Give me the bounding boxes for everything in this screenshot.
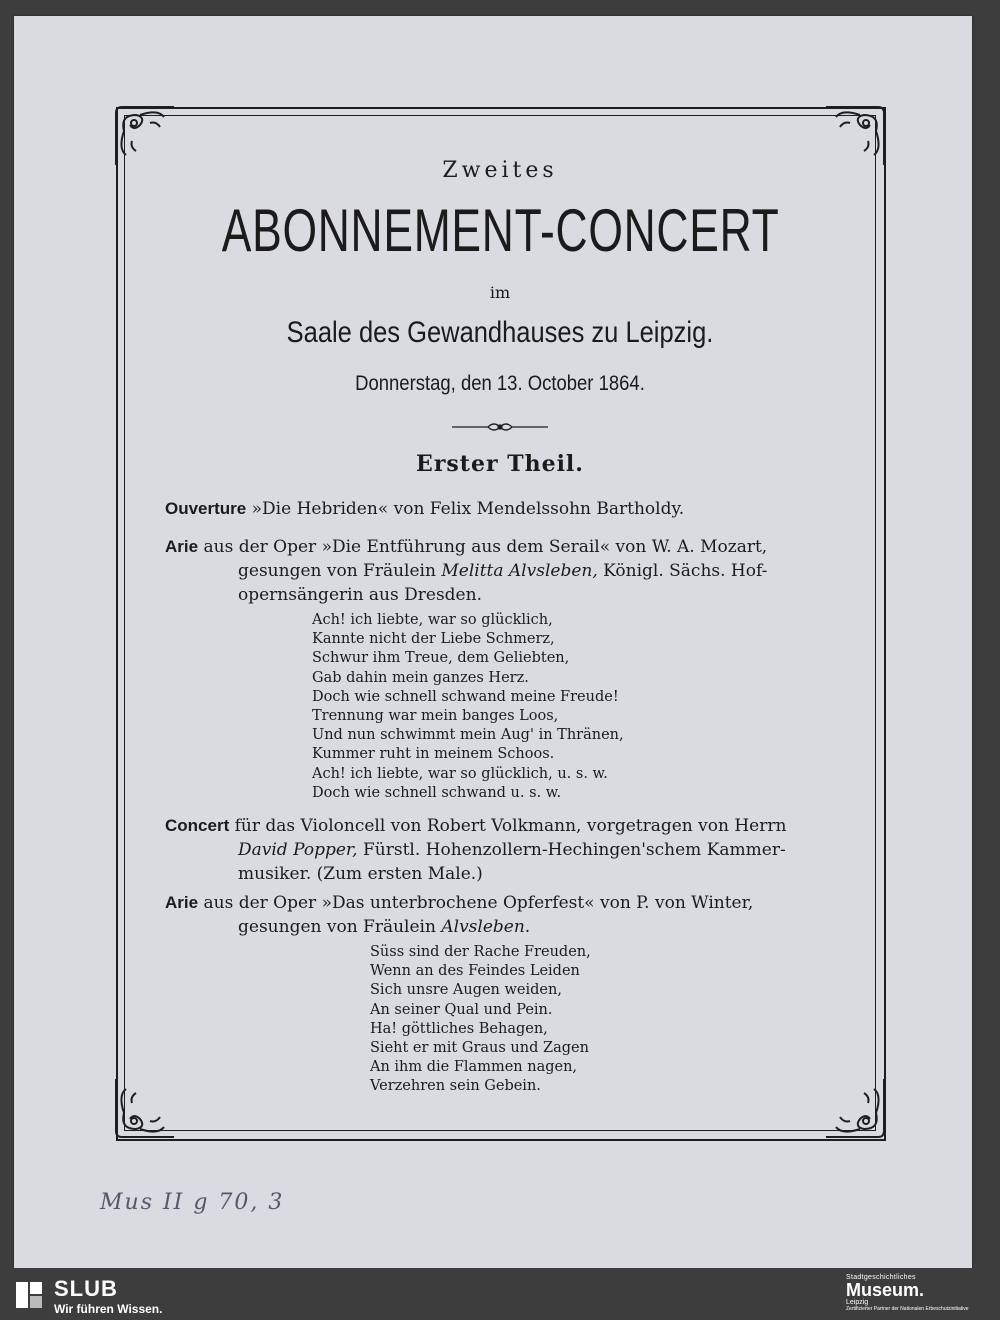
shelfmark-annotation: Mus II g 70, 3	[100, 1190, 285, 1215]
singer-name: Melitta Alvsleben,	[441, 561, 598, 581]
verse-line: Süss sind der Rache Freuden,	[370, 944, 591, 960]
verse-line: An seiner Qual und Pein.	[370, 1001, 553, 1018]
program-item-text: Fürstl. Hohenzollern-Hechingen'schem Kammer-	[357, 840, 786, 860]
museum-partner: Zertifizierter Partner der Nationalen Erbeschutzinitiative	[846, 1306, 969, 1312]
verse-line: Wenn an des Feindes Leiden	[370, 963, 580, 980]
slub-wordmark[interactable]: SLUB	[54, 1276, 118, 1301]
verse-line: Doch wie schnell schwand meine Freude!	[312, 688, 619, 705]
verse-block-2	[370, 943, 591, 1097]
verse-line: Kummer ruht in meinem Schoos.	[312, 746, 555, 763]
verse-line: Sich unsre Augen weiden,	[370, 982, 562, 999]
page-title: ABONNEMENT-CONCERT	[221, 197, 780, 264]
verse-line: Gab dahin mein ganzes Herz.	[312, 669, 529, 686]
verse-line: Ach! ich liebte, war so glücklich, u. s. w.	[312, 765, 608, 782]
verse-line: An ihm die Flammen nagen,	[370, 1059, 578, 1076]
program-item-text: aus der Oper »Die Entführung aus dem Serail« von W. A. Mozart,	[198, 537, 768, 557]
program-item-arie-mozart	[165, 535, 845, 607]
performer-name: David Popper,	[238, 840, 358, 860]
verse-line: Schwur ihm Treue, dem Geliebten,	[312, 650, 570, 667]
program-item-label: Concert	[165, 816, 230, 835]
program-item-text: musiker. (Zum ersten Male.)	[238, 864, 483, 884]
program-item-label: Arie	[165, 893, 199, 912]
program-item-text: gesungen von Fräulein	[238, 561, 442, 581]
program-item-text: gesungen von Fräulein	[238, 917, 442, 937]
program-item-text: aus der Oper »Das unterbrochene Opferfest« von P. von Winter,	[198, 893, 754, 913]
museum-city: Leipzig	[846, 1299, 869, 1306]
program-item-text: für das Violoncell von Robert Volkmann, vorgetragen von Herrn	[229, 816, 787, 836]
venue-heading: Saale des Gewandhauses zu Leipzig.	[286, 316, 714, 349]
museum-label-big: Museum.	[846, 1280, 925, 1300]
heading-im: im	[489, 283, 511, 302]
program-item-text: Königl. Sächs. Hof-	[597, 561, 768, 581]
verse-line: Und nun schwimmt mein Aug' in Thränen,	[312, 727, 624, 744]
program-item-label: Arie	[165, 537, 199, 556]
verse-line: Doch wie schnell schwand u. s. w.	[312, 784, 562, 801]
corner-ornament-icon	[110, 1073, 180, 1143]
verse-line: Ha! göttliches Behagen,	[370, 1020, 548, 1037]
program-item-concert-volkmann	[165, 814, 845, 886]
concert-date: Donnerstag, den 13. October 1864.	[355, 372, 645, 395]
program-item-ouverture	[165, 497, 845, 521]
slub-tagline: Wir führen Wissen.	[54, 1302, 163, 1316]
verse-line: Ach! ich liebte, war so glücklich,	[312, 612, 553, 628]
verse-line: Kannte nicht der Liebe Schmerz,	[312, 631, 555, 648]
section-heading: Erster Theil.	[416, 451, 584, 477]
ornamental-divider-icon	[124, 420, 876, 434]
program-item-label: Ouverture	[165, 499, 247, 518]
program-item-text: opernsängerin aus Dresden.	[238, 585, 482, 605]
verse-line: Trennung war mein banges Loos,	[312, 708, 559, 725]
corner-ornament-icon	[820, 1073, 890, 1143]
singer-name: Alvsleben.	[441, 917, 531, 937]
museum-logo[interactable]	[846, 1274, 986, 1312]
verse-line: Verzehren sein Gebein.	[370, 1078, 541, 1095]
footer-bar	[0, 1268, 1000, 1320]
heading-zweites: Zweites	[442, 158, 558, 183]
program-item-text: »Die Hebriden« von Felix Mendelssohn Bartholdy.	[246, 499, 685, 519]
verse-line: Sieht er mit Graus und Zagen	[370, 1040, 589, 1057]
verse-block-1	[312, 611, 624, 803]
slub-logo-icon	[14, 1280, 44, 1310]
museum-label-small: Stadtgeschichtliches	[846, 1274, 916, 1281]
program-item-arie-winter	[165, 891, 845, 939]
